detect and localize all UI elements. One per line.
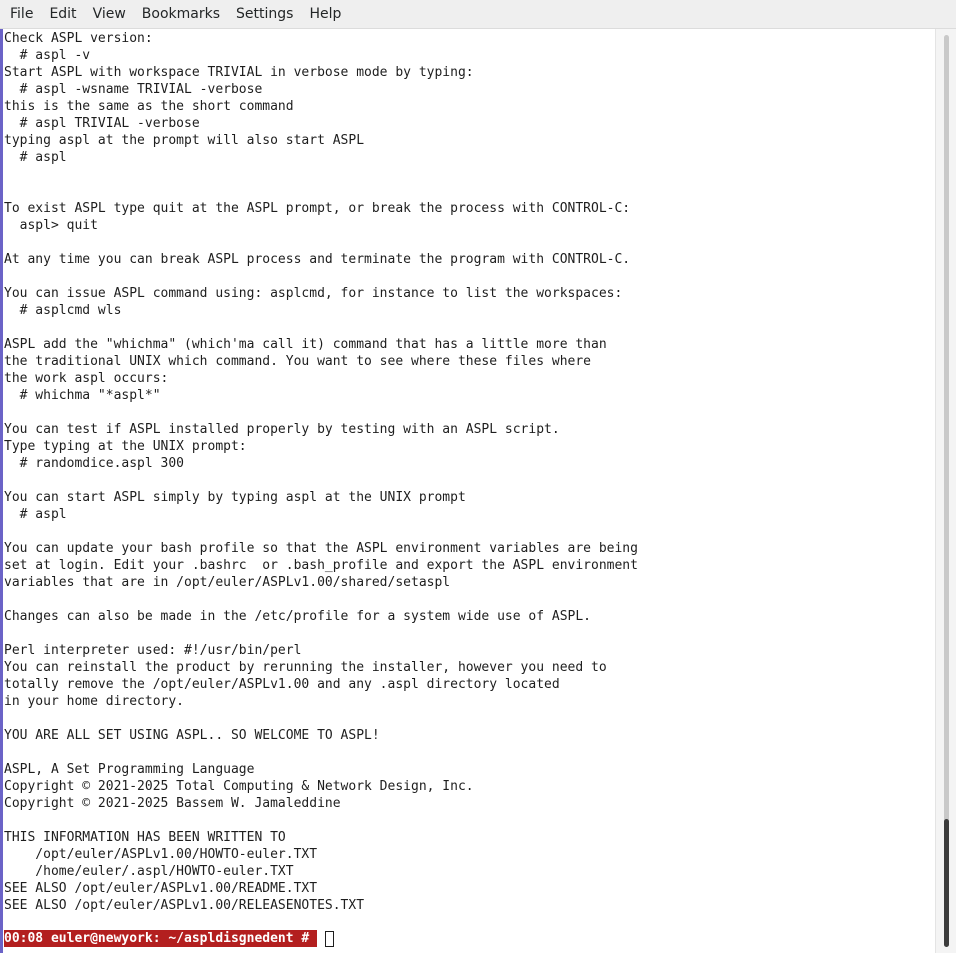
menu-bar xyxy=(0,0,956,29)
terminal-line xyxy=(4,472,638,489)
terminal-line xyxy=(4,625,638,642)
terminal-line xyxy=(4,234,638,251)
terminal-line: You can test if ASPL installed properly by testing with an ASPL script. xyxy=(4,422,560,437)
terminal-line xyxy=(4,744,638,761)
terminal-line: YOU ARE ALL SET USING ASPL.. SO WELCOME TO ASPL! xyxy=(4,728,380,743)
terminal-line xyxy=(4,914,638,931)
menu-settings[interactable]: Settings xyxy=(236,5,294,22)
terminal-view[interactable] xyxy=(0,29,935,953)
menu-edit[interactable]: Edit xyxy=(49,5,77,22)
terminal-line xyxy=(4,812,638,829)
terminal-line: You can issue ASPL command using: asplcmd, for instance to list the workspaces: xyxy=(4,286,623,301)
menu-view[interactable]: View xyxy=(92,5,126,22)
terminal-line: # aspl -wsname TRIVIAL -verbose xyxy=(4,82,263,97)
terminal-line: # aspl xyxy=(4,150,67,165)
terminal-line xyxy=(4,591,638,608)
terminal-line xyxy=(4,710,638,727)
terminal-line: set at login. Edit your .bashrc or .bash_profile and export the ASPL environment xyxy=(4,558,638,573)
terminal-line xyxy=(4,319,638,336)
terminal-output xyxy=(4,30,638,931)
terminal-line: Check ASPL version: xyxy=(4,31,153,46)
terminal-line xyxy=(4,183,638,200)
text-cursor xyxy=(325,931,334,947)
terminal-line: the traditional UNIX which command. You want to see where these files where xyxy=(4,354,591,369)
terminal-line: aspl> quit xyxy=(4,218,98,233)
terminal-line: Copyright © 2021-2025 Bassem W. Jamaleddine xyxy=(4,796,341,811)
terminal-line: You can reinstall the product by rerunning the installer, however you need to xyxy=(4,660,607,675)
terminal-line: Start ASPL with workspace TRIVIAL in verbose mode by typing: xyxy=(4,65,474,80)
terminal-line: # asplcmd wls xyxy=(4,303,122,318)
prompt-row[interactable] xyxy=(4,930,334,947)
menu-file[interactable]: File xyxy=(10,5,34,22)
vertical-scrollbar[interactable] xyxy=(935,29,956,953)
terminal-line: THIS INFORMATION HAS BEEN WRITTEN TO xyxy=(4,830,286,845)
scrollbar-thumb[interactable] xyxy=(944,819,949,947)
terminal-line: ASPL add the "whichma" (which'ma call it) command that has a little more than xyxy=(4,337,607,352)
terminal-line: /opt/euler/ASPLv1.00/HOWTO-euler.TXT xyxy=(4,847,318,862)
terminal-line xyxy=(4,166,638,183)
terminal-line: in your home directory. xyxy=(4,694,185,709)
terminal-line: # whichma "*aspl*" xyxy=(4,388,161,403)
terminal-line xyxy=(4,404,638,421)
terminal-line: # aspl TRIVIAL -verbose xyxy=(4,116,200,131)
menu-help[interactable]: Help xyxy=(309,5,342,22)
terminal-line: SEE ALSO /opt/euler/ASPLv1.00/README.TXT xyxy=(4,881,318,896)
terminal-line: Type typing at the UNIX prompt: xyxy=(4,439,247,454)
terminal-line: # aspl -v xyxy=(4,48,91,63)
menu-bookmarks[interactable]: Bookmarks xyxy=(141,5,221,22)
terminal-line xyxy=(4,523,638,540)
terminal-line: ASPL, A Set Programming Language xyxy=(4,762,255,777)
terminal-line: typing aspl at the prompt will also start ASPL xyxy=(4,133,365,148)
terminal-line: SEE ALSO /opt/euler/ASPLv1.00/RELEASENOTES.TXT xyxy=(4,898,365,913)
terminal-line xyxy=(4,268,638,285)
terminal-line: # aspl xyxy=(4,507,67,522)
terminal-line: this is the same as the short command xyxy=(4,99,294,114)
terminal-line: Perl interpreter used: #!/usr/bin/perl xyxy=(4,643,302,658)
terminal-line: At any time you can break ASPL process and terminate the program with CONTROL-C. xyxy=(4,252,631,267)
terminal-line: Changes can also be made in the /etc/profile for a system wide use of ASPL. xyxy=(4,609,591,624)
terminal-line: To exist ASPL type quit at the ASPL prompt, or break the process with CONTROL-C: xyxy=(4,201,631,216)
shell-prompt: 00:08 euler@newyork: ~/aspldisgnedent # xyxy=(4,930,317,947)
terminal-line: # randomdice.aspl 300 xyxy=(4,456,185,471)
terminal-line: Copyright © 2021-2025 Total Computing & Network Design, Inc. xyxy=(4,779,474,794)
terminal-line: the work aspl occurs: xyxy=(4,371,169,386)
terminal-line: /home/euler/.aspl/HOWTO-euler.TXT xyxy=(4,864,294,879)
terminal-line: You can update your bash profile so that the ASPL environment variables are being xyxy=(4,541,638,556)
terminal-line: variables that are in /opt/euler/ASPLv1.00/shared/setaspl xyxy=(4,575,451,590)
terminal-line: You can start ASPL simply by typing aspl at the UNIX prompt xyxy=(4,490,466,505)
terminal-line: totally remove the /opt/euler/ASPLv1.00 and any .aspl directory located xyxy=(4,677,560,692)
scrollbar-track[interactable] xyxy=(944,35,949,947)
